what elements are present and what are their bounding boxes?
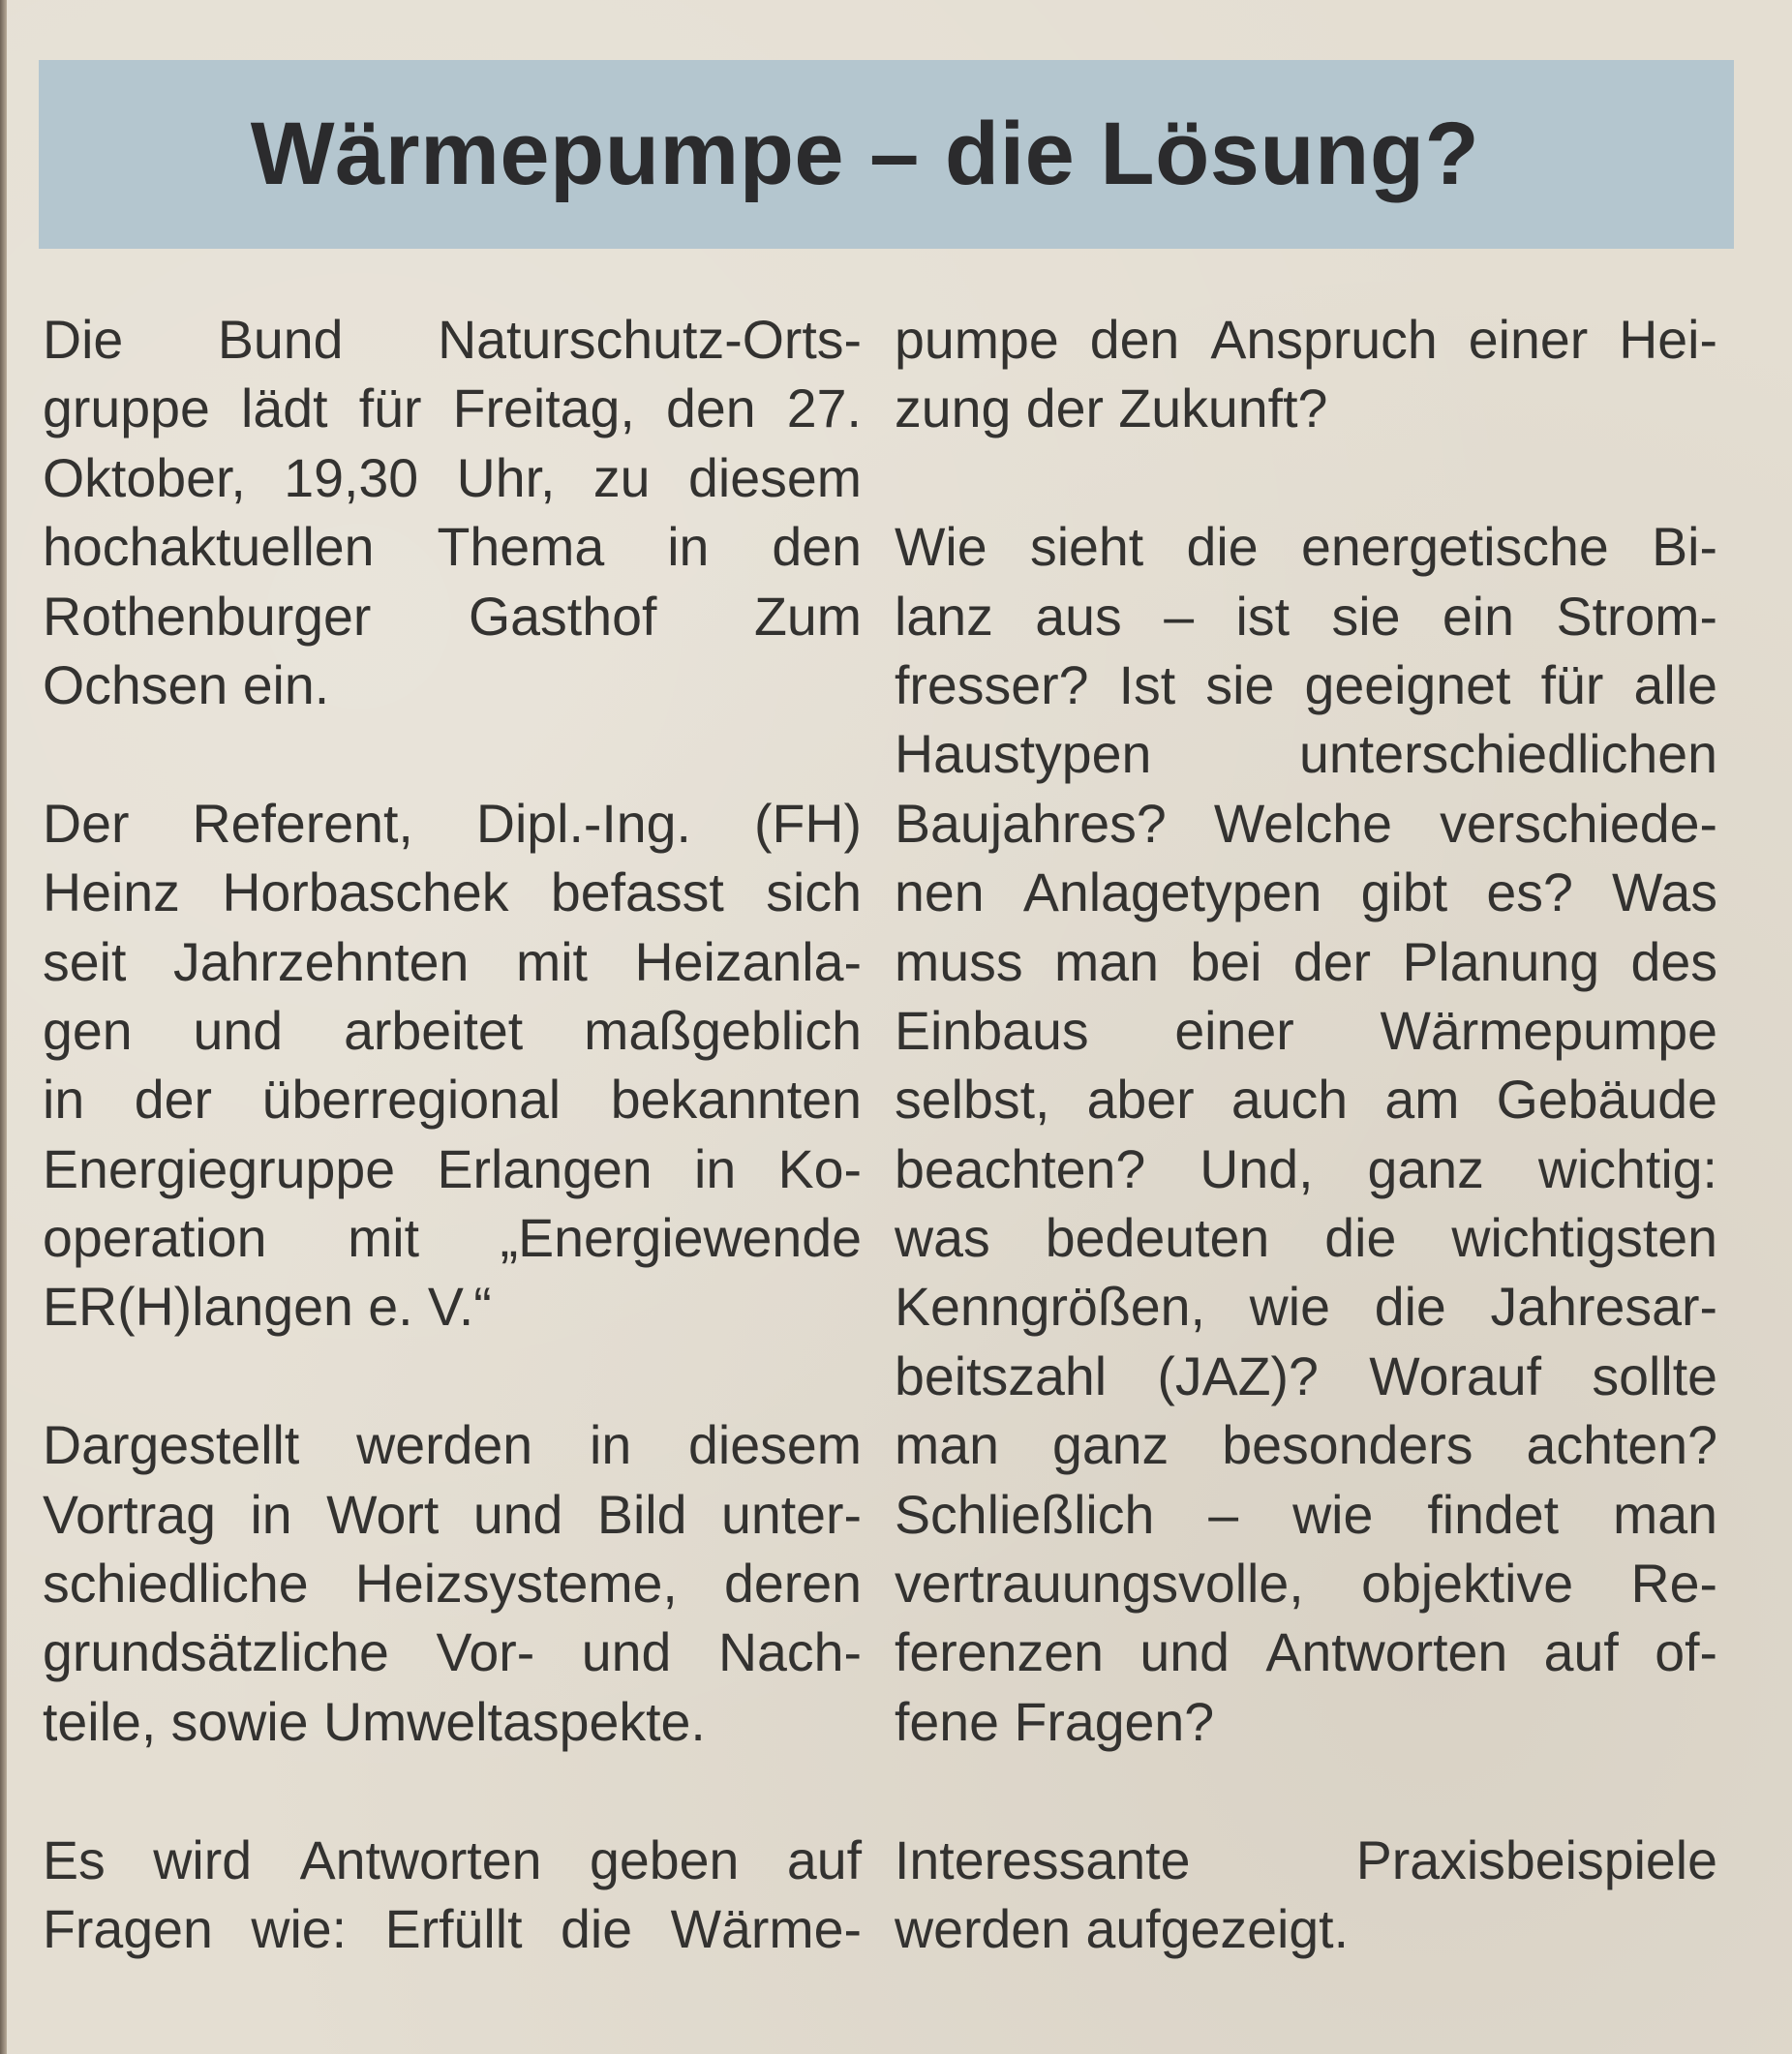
word: Bild xyxy=(596,1484,687,1545)
word: in xyxy=(667,517,710,578)
word: nen xyxy=(895,862,985,923)
headline-banner xyxy=(39,60,1734,249)
word: Uhr, xyxy=(456,447,556,508)
text-line-last: teile, sowie Umweltaspekte. xyxy=(43,1691,706,1752)
word: der xyxy=(134,1070,212,1131)
word: Ko- xyxy=(777,1138,862,1199)
paragraph-questions-continued xyxy=(895,306,1717,444)
word: einer xyxy=(1174,1000,1294,1061)
text-line-last: fene Fragen? xyxy=(895,1691,1215,1752)
word: aus xyxy=(1035,586,1122,647)
text-line xyxy=(895,306,1717,375)
text-line xyxy=(895,1827,1717,1895)
word: sich xyxy=(766,862,862,923)
word: Dargestellt xyxy=(43,1415,300,1476)
text-line xyxy=(895,928,1717,997)
text-line xyxy=(43,1827,862,1895)
word: Zum xyxy=(753,586,862,647)
word: Heinz xyxy=(43,862,180,923)
text-line xyxy=(43,306,862,375)
text-line xyxy=(43,513,862,582)
word: (JAZ)? xyxy=(1157,1345,1319,1406)
word: Wärme- xyxy=(670,1898,862,1959)
word: wichtig: xyxy=(1537,1138,1717,1199)
word: Haustypen xyxy=(895,724,1152,785)
word: Praxisbeispiele xyxy=(1355,1829,1717,1890)
text-line xyxy=(43,1411,862,1480)
text-line xyxy=(43,1066,862,1134)
word: verschiede- xyxy=(1440,793,1717,854)
text-line xyxy=(43,790,862,859)
word: in xyxy=(43,1070,85,1131)
word: Antworten xyxy=(299,1829,542,1890)
word: man xyxy=(1054,931,1159,992)
word: die xyxy=(1324,1208,1397,1269)
word: grundsätzliche xyxy=(43,1622,389,1683)
word: beitszahl xyxy=(895,1345,1108,1406)
text-line-last: ER(H)langen e. V.“ xyxy=(43,1277,492,1338)
word: die xyxy=(561,1898,633,1959)
word: Bi- xyxy=(1652,517,1717,578)
article-column-right xyxy=(895,306,1717,1964)
word: Wie xyxy=(895,517,987,578)
word: den xyxy=(772,517,862,578)
paragraph-invitation xyxy=(43,306,862,720)
word: Interessante xyxy=(895,1829,1191,1890)
word: Anspruch xyxy=(1210,310,1438,370)
word: ist xyxy=(1235,586,1291,647)
word: Planung xyxy=(1402,931,1600,992)
word: Energiegruppe xyxy=(43,1138,396,1199)
word: in xyxy=(590,1415,632,1476)
word: gibt xyxy=(1360,862,1448,923)
word: arbeitet xyxy=(344,1000,524,1061)
word: „Energiewende xyxy=(500,1208,862,1269)
word: Bund xyxy=(217,310,344,370)
word: Was xyxy=(1612,862,1717,923)
word: sollte xyxy=(1592,1345,1717,1406)
word: maßgeblich xyxy=(584,1000,862,1061)
paragraph-gap xyxy=(895,1757,1717,1826)
word: Es xyxy=(43,1829,106,1890)
word: auf xyxy=(786,1829,862,1890)
page-edge-shadow xyxy=(0,0,7,2054)
word: werden xyxy=(356,1415,533,1476)
word: achten? xyxy=(1526,1415,1717,1476)
word: Schließlich xyxy=(895,1484,1155,1545)
word: alle xyxy=(1633,654,1717,715)
word: unter- xyxy=(720,1484,862,1545)
text-line xyxy=(43,928,862,997)
word: man xyxy=(1613,1484,1717,1545)
text-line xyxy=(895,1343,1717,1411)
word: energetische xyxy=(1300,517,1609,578)
word: 19,30 xyxy=(284,447,419,508)
text-line xyxy=(895,1550,1717,1618)
text-line xyxy=(43,997,862,1066)
word: – xyxy=(1164,586,1195,647)
word: es? xyxy=(1486,862,1573,923)
text-line-last: werden aufgezeigt. xyxy=(895,1898,1349,1959)
word: Referent, xyxy=(192,793,413,854)
word: lädt xyxy=(241,378,328,439)
text-line xyxy=(43,859,862,927)
word: Oktober, xyxy=(43,447,246,508)
word: die xyxy=(1374,1277,1446,1338)
word: Der xyxy=(43,793,130,854)
word: beachten? xyxy=(895,1138,1146,1199)
text-line xyxy=(43,1895,862,1964)
word: Gebäude xyxy=(1496,1070,1717,1131)
word: vertrauungsvolle, xyxy=(895,1554,1304,1615)
text-line xyxy=(895,583,1717,651)
word: Strom- xyxy=(1556,586,1717,647)
text-line xyxy=(895,1204,1717,1273)
article-column-left xyxy=(43,306,862,1964)
text-line xyxy=(43,1204,862,1273)
text-line xyxy=(895,1618,1717,1687)
word: of- xyxy=(1655,1622,1717,1683)
text-line-last: Ochsen ein. xyxy=(43,654,330,715)
word: sie xyxy=(1205,654,1275,715)
word: seit xyxy=(43,931,127,992)
paragraph-gap xyxy=(895,444,1717,513)
text-line xyxy=(895,720,1717,789)
word: in xyxy=(250,1484,292,1545)
word: ferenzen xyxy=(895,1622,1104,1683)
word: Ist xyxy=(1118,654,1176,715)
word: Heizanla- xyxy=(634,931,862,992)
word: Re- xyxy=(1630,1554,1717,1615)
word: aber xyxy=(1086,1070,1195,1131)
paragraph-topics xyxy=(43,1411,862,1757)
word: des xyxy=(1630,931,1717,992)
word: deren xyxy=(724,1554,862,1615)
word: bekannten xyxy=(610,1070,862,1131)
word: diesem xyxy=(688,1415,862,1476)
word: selbst, xyxy=(895,1070,1050,1131)
word: Freitag, xyxy=(452,378,635,439)
word: findet xyxy=(1427,1484,1560,1545)
word: Wärmepumpe xyxy=(1380,1000,1717,1061)
word: wie: xyxy=(251,1898,348,1959)
word: pumpe xyxy=(895,310,1059,370)
paragraph-gap xyxy=(43,1757,862,1826)
text-line xyxy=(895,1066,1717,1134)
word: Einbaus xyxy=(895,1000,1089,1061)
article-headline: Wärmepumpe – die Lösung? xyxy=(250,105,1480,203)
word: geeignet xyxy=(1304,654,1511,715)
word: Rothenburger xyxy=(43,586,372,647)
word: auf xyxy=(1543,1622,1619,1683)
word: die xyxy=(1186,517,1259,578)
word: und xyxy=(193,1000,284,1061)
word: den xyxy=(1089,310,1180,370)
word: Hei- xyxy=(1619,310,1717,370)
word: Erlangen xyxy=(437,1138,653,1199)
text-line xyxy=(895,513,1717,582)
word: sieht xyxy=(1029,517,1144,578)
word: Jahrzehnten xyxy=(172,931,470,992)
text-line xyxy=(43,375,862,443)
text-line xyxy=(43,1481,862,1550)
word: unterschiedlichen xyxy=(1299,724,1717,785)
word: befasst xyxy=(550,862,724,923)
word: und xyxy=(1139,1622,1230,1683)
word: man xyxy=(895,1415,999,1476)
word: für xyxy=(358,378,422,439)
word: Antworten xyxy=(1265,1622,1508,1683)
text-line-last: zung der Zukunft? xyxy=(895,378,1328,439)
word: geben xyxy=(589,1829,740,1890)
word: bedeuten xyxy=(1045,1208,1270,1269)
word: Anlagetypen xyxy=(1022,862,1322,923)
word: Gasthof xyxy=(469,586,657,647)
word: Dipl.-Ing. xyxy=(475,793,691,854)
word: ganz xyxy=(1367,1138,1484,1199)
word: Jahresar- xyxy=(1490,1277,1717,1338)
paragraph-gap xyxy=(43,720,862,789)
word: Und, xyxy=(1200,1138,1314,1199)
word: lanz xyxy=(895,586,993,647)
word: Thema xyxy=(437,517,605,578)
text-line xyxy=(43,1135,862,1204)
word: sie xyxy=(1331,586,1401,647)
word: diesem xyxy=(688,447,862,508)
word: der xyxy=(1292,931,1372,992)
text-line xyxy=(895,1135,1717,1204)
word: (FH) xyxy=(754,793,862,854)
word: Kenngrößen, xyxy=(895,1277,1205,1338)
paragraph-examples xyxy=(895,1827,1717,1965)
word: mit xyxy=(515,931,588,992)
word: den xyxy=(666,378,756,439)
word: schiedliche xyxy=(43,1554,309,1615)
word: – xyxy=(1208,1484,1239,1545)
text-line xyxy=(895,651,1717,720)
word: ein xyxy=(1442,586,1514,647)
word: Heizsysteme, xyxy=(354,1554,678,1615)
paragraph-questions xyxy=(895,513,1717,1757)
word: Erfüllt xyxy=(384,1898,523,1959)
word: objektive xyxy=(1361,1554,1574,1615)
word: operation xyxy=(43,1208,267,1269)
word: ganz xyxy=(1051,1415,1169,1476)
word: Nach- xyxy=(717,1622,862,1683)
word: zu xyxy=(592,447,651,508)
word: gruppe xyxy=(43,378,210,439)
word: mit xyxy=(348,1208,420,1269)
word: in xyxy=(694,1138,737,1199)
word: Fragen xyxy=(43,1898,213,1959)
text-line xyxy=(895,1411,1717,1480)
word: wie xyxy=(1292,1484,1374,1545)
word: auch xyxy=(1230,1070,1349,1131)
word: überregional xyxy=(261,1070,562,1131)
word: Baujahres? xyxy=(895,793,1167,854)
word: besonders xyxy=(1222,1415,1473,1476)
text-line xyxy=(895,997,1717,1066)
text-line xyxy=(895,790,1717,859)
word: Vortrag xyxy=(43,1484,216,1545)
word: wichtigsten xyxy=(1451,1208,1717,1269)
word: wird xyxy=(153,1829,253,1890)
word: gen xyxy=(43,1000,133,1061)
word: Die xyxy=(43,310,124,370)
word: muss xyxy=(895,931,1023,992)
text-line xyxy=(43,444,862,513)
word: Wort xyxy=(326,1484,440,1545)
word: und xyxy=(472,1484,563,1545)
word: wie xyxy=(1249,1277,1330,1338)
word: Worauf xyxy=(1369,1345,1542,1406)
word: 27. xyxy=(786,378,862,439)
word: Horbaschek xyxy=(222,862,509,923)
word: Vor- xyxy=(436,1622,535,1683)
word: Naturschutz-Orts- xyxy=(438,310,862,370)
word: am xyxy=(1384,1070,1460,1131)
text-line xyxy=(43,1618,862,1687)
word: hochaktuellen xyxy=(43,517,375,578)
text-line xyxy=(43,1550,862,1618)
paragraph-speaker xyxy=(43,790,862,1343)
paragraph-gap xyxy=(43,1343,862,1411)
word: Welche xyxy=(1213,793,1392,854)
paragraph-questions-intro xyxy=(43,1827,862,1965)
word: einer xyxy=(1468,310,1589,370)
word: für xyxy=(1540,654,1604,715)
word: was xyxy=(895,1208,990,1269)
word: und xyxy=(581,1622,672,1683)
text-line xyxy=(43,583,862,651)
text-line xyxy=(895,859,1717,927)
word: bei xyxy=(1190,931,1262,992)
text-line xyxy=(895,1481,1717,1550)
text-line xyxy=(895,1273,1717,1342)
word: fresser? xyxy=(895,654,1089,715)
